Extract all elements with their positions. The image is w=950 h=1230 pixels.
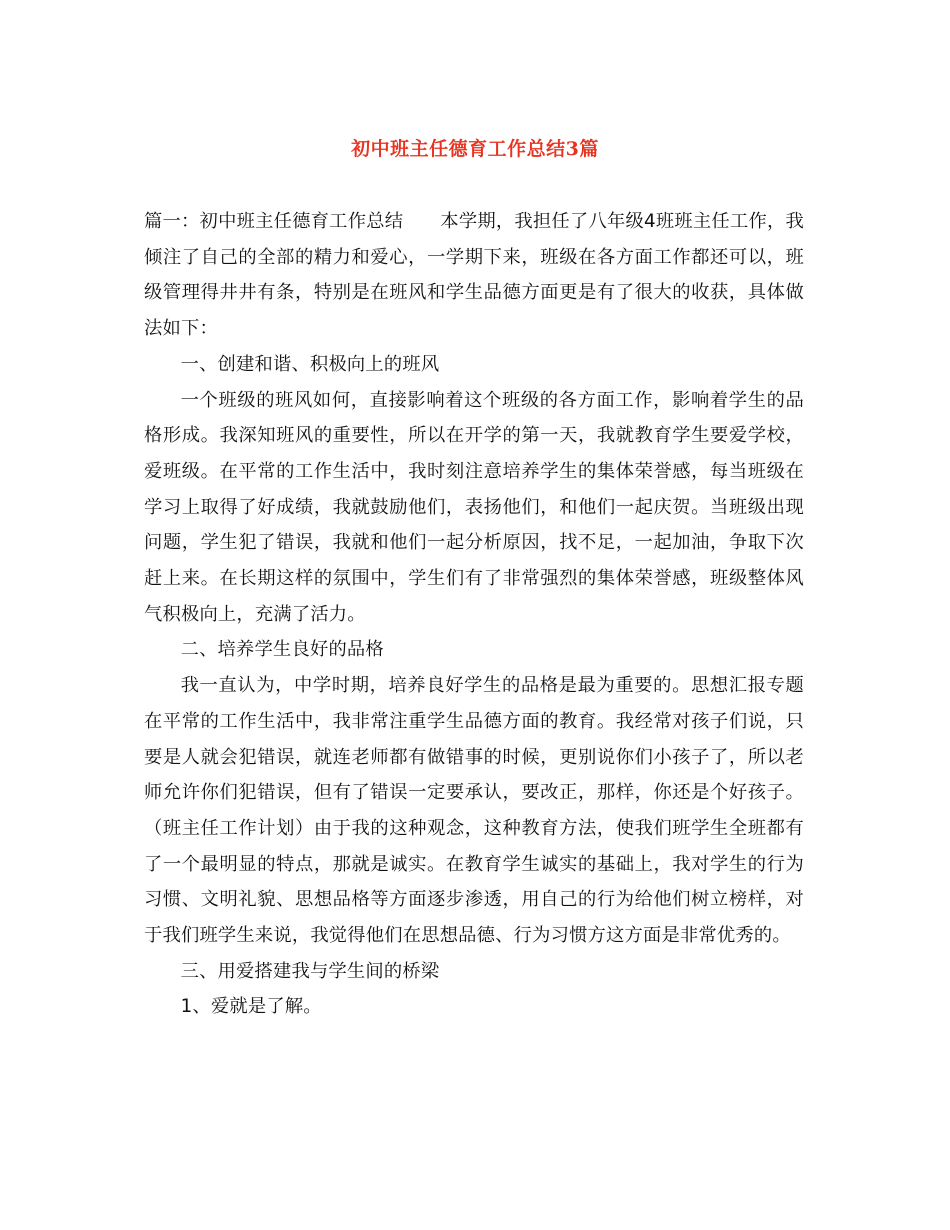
document-body bbox=[144, 204, 804, 1025]
section-heading-1: 一、创建和谐、积极向上的班风 bbox=[180, 353, 440, 375]
section-heading-2: 二、培养学生良好的品格 bbox=[180, 639, 384, 661]
section-heading-3: 三、用爱搭建我与学生间的桥梁 bbox=[180, 960, 440, 982]
paragraph-class-atmosphere: 一个班级的班风如何，直接影响着这个班级的各方面工作，影响着学生的品格形成。我深知班风的重要性，所以在开学的第一天，我就教育学生要爱学校，爱班级。在平常的工作生活中，我时刻注意培养学生的集体荣誉感，每当班级在学习上取得了好成绩，我就鼓励他们，表扬他们，和他们一起庆贺。当班级出现问题，学生犯了错误，我就和他们一起分析原因，找不足，一起加油，争取下次赶上来。在长期这样的氛围中，学生们有了非常强烈的集体荣誉感，班级整体风气积极向上，充满了活力。 bbox=[144, 389, 804, 625]
sub-heading-1: 1、爱就是了解。 bbox=[180, 996, 322, 1018]
paragraph-intro: 篇一：初中班主任德育工作总结 本学期，我担任了八年级4班班主任工作，我倾注了自己的全部的精力和爱心，一学期下来，班级在各方面工作都还可以，班级管理得井井有条，特别是在班风和学生品德方面更是有了很大的收获，具体做法如下： bbox=[144, 211, 804, 340]
document-title: 初中班主任德育工作总结3篇 bbox=[351, 138, 599, 160]
paragraph-character: 我一直认为，中学时期，培养良好学生的品格是最为重要的。思想汇报专题在平常的工作生活中，我非常注重学生品德方面的教育。我经常对孩子们说，只要是人就会犯错误，就连老师都有做错事的时候，更别说你们小孩子了，所以老师允许你们犯错误，但有了错误一定要承认，要改正，那样，你还是个好孩子。（班主任工作计划）由于我的这种观念，这种教育方法，使我们班学生全班都有了一个最明显的特点，那就是诚实。在教育学生诚实的基础上，我对学生的行为习惯、文明礼貌、思想品格等方面逐步渗透，用自己的行为给他们树立榜样，对于我们班学生来说，我觉得他们在思想品德、行为习惯方这方面是非常优秀的。 bbox=[144, 675, 804, 947]
